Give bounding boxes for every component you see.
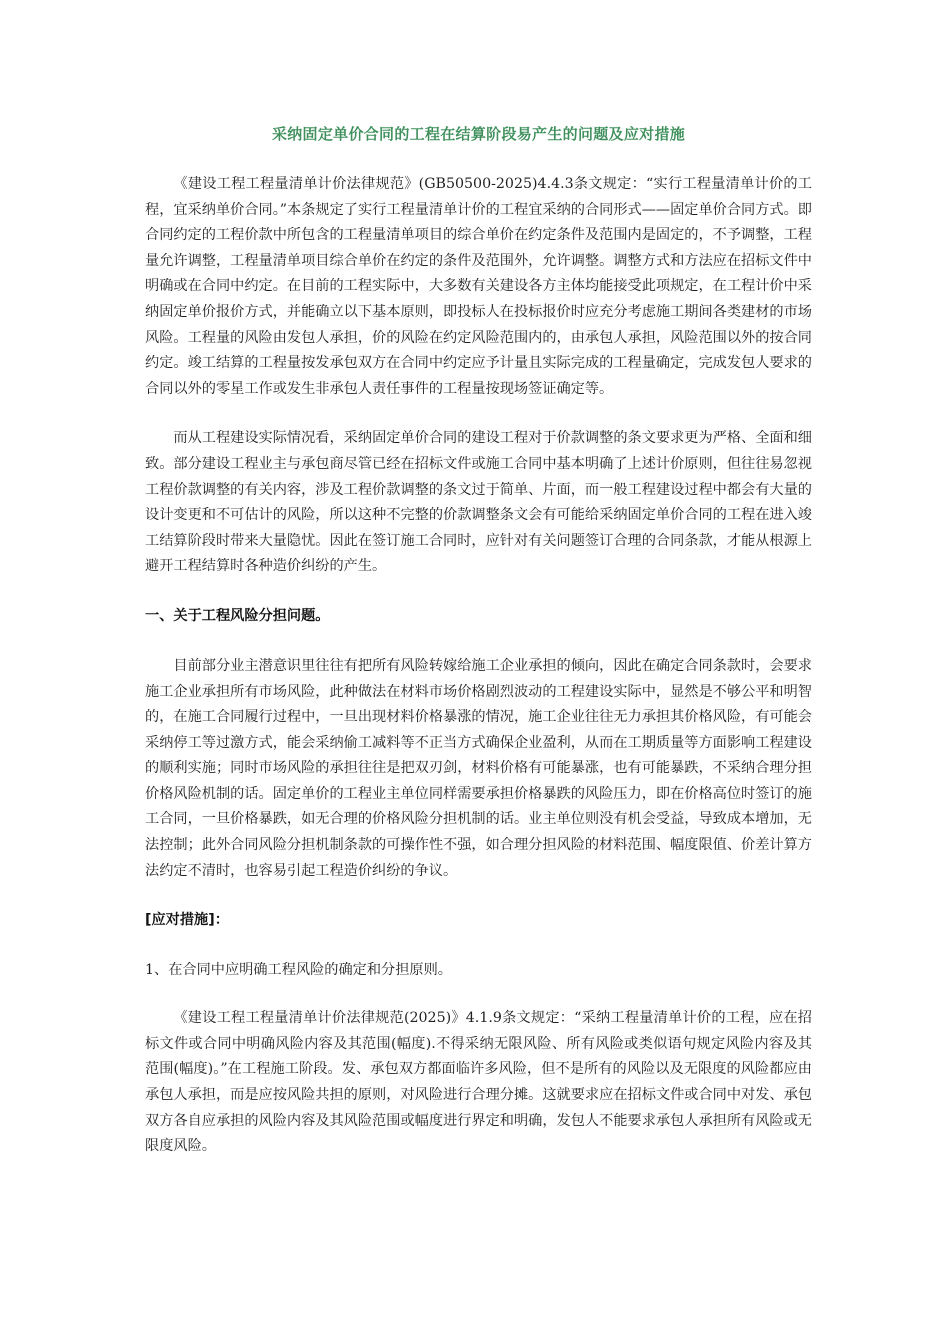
- page-title: 采纳固定单价合同的工程在结算阶段易产生的问题及应对措施: [271, 125, 686, 143]
- paragraph-background: 而从工程建设实际情况看，采纳固定单价合同的建设工程对于价款调整的条文要求更为严格、全面和细致。部分建设工程业主与承包商尽管已经在招标文件或施工合同中基本明确了上述计价原则，但往往易忽视工程价款调整的有关内容，涉及工程价款调整的条文过于简单、片面，而一般工程建设过程中都会有大量的设计变更和不可估计的风险，所以这种不完整的价款调整条文会有可能给采纳固定单价合同的工程在进入竣工结算阶段时带来大量隐忧。因此在签订施工合同时，应针对有关问题签订合理的合同条款，才能从根源上避开工程结算时各种造价纠纷的产生。: [145, 430, 812, 575]
- section-heading-risk-sharing: 一、关于工程风险分担问题。: [145, 607, 330, 624]
- paragraph-intro: 《建设工程工程量清单计价法律规范》(GB50500-2025)4.4.3条文规定：“实行工程量清单计价的工程，宜采纳单价合同。”本条规定了实行工程量清单计价的工程宜采纳的合同形式——固定单价合同方式。即合同约定的工程价款中所包含的工程量清单项目的综合单价在约定条件及范围内是固定的，不予调整，工程量允许调整，工程量清单项目综合单价在约定的条件及范围外，允许调整。调整方式和方法应在招标文件中明确或在合同中约定。在目前的工程实际中，大多数有关建设各方主体均能接受此项规定，在工程计价中采纳固定单价报价方式，并能确立以下基本原则，即投标人在投标报价时应充分考虑施工期间各类建材的市场风险。工程量的风险由发包人承担，价的风险在约定风险范围内的，由承包人承担，风险范围以外的按合同约定。竣工结算的工程量按发承包双方在合同中约定应予计量且实际完成的工程量确定，完成发包人要求的合同以外的零星工作或发生非承包人责任事件的工程量按现场签证确定等。: [145, 176, 812, 397]
- paragraph-risk-sharing: 目前部分业主潜意识里往往有把所有风险转嫁给施工企业承担的倾向，因此在确定合同条款时，会要求施工企业承担所有市场风险，此种做法在材料市场价格剧烈波动的工程建设实际中，显然是不够公平和明智的，在施工合同履行过程中，一旦出现材料价格暴涨的情况，施工企业往往无力承担其价格风险，有可能会采纳停工等过激方式，能会采纳偷工减料等不正当方式确保企业盈利，从而在工期质量等方面影响工程建设的顺利实施；同时市场风险的承担往往是把双刃剑，材料价格有可能暴涨，也有可能暴跌，不采纳合理分担价格风险机制的话。固定单价的工程业主单位同样需要承担价格暴跌的风险压力，即在价格高位时签订的施工合同，一旦价格暴跌，如无合理的价格风险分担机制的话。业主单位则没有机会受益，导致成本增加，无法控制；此外合同风险分担机制条款的可操作性不强，如合理分担风险的材料范围、幅度限值、价差计算方法约定不清时，也容易引起工程造价纠纷的争议。: [145, 657, 812, 879]
- measure-item-1: 1、在合同中应明确工程风险的确定和分担原则。: [145, 962, 452, 979]
- measures-heading: [应对措施]：: [145, 912, 229, 929]
- paragraph-regulation: 《建设工程工程量清单计价法律规范(2025)》4.1.9条文规定：“采纳工程量清单计价的工程，应在招标文件或合同中明确风险内容及其范围(幅度).不得采纳无限风险、所有风险或类似语句规定风险内容及其范围(幅度)。”在工程施工阶段。发、承包双方都面临许多风险，但不是所有的风险以及无限度的风险都应由承包人承担，而是应按风险共担的原则，对风险进行合理分摊。这就要求应在招标文件或合同中对发、承包双方各自应承担的风险内容及其风险范围或幅度进行界定和明确，发包人不能要求承包人承担所有风险或无限度风险。: [145, 1010, 812, 1155]
